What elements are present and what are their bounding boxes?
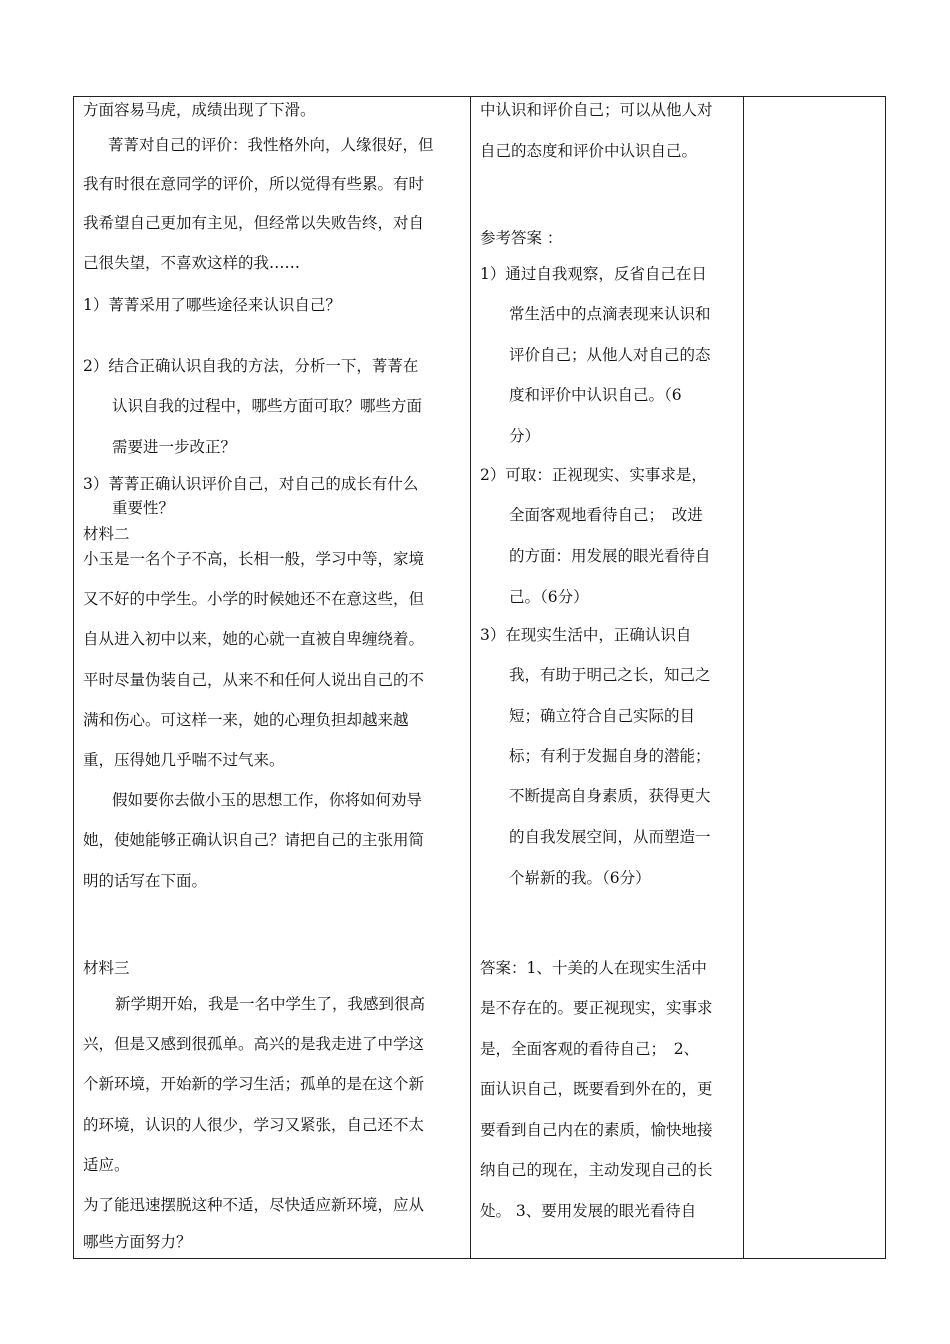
text-line: 的方面：用发展的眼光看待自 [509, 547, 711, 565]
text-line: 我，有助于明己之长，知己之 [509, 666, 711, 684]
text-line: 我希望自己更加有主见，但经常以失败告终，对自 [83, 214, 425, 232]
text-line: 全面客观地看待自己； 改进 [509, 506, 703, 524]
text-line: 是，全面客观的看待自己； 2、 [480, 1040, 700, 1058]
question-2: 2）结合正确认识自我的方法，分析一下，菁菁在 [83, 357, 419, 375]
section-heading-material-3: 材料三 [83, 959, 130, 977]
text-line: 己很失望，不喜欢这样的我…… [83, 254, 301, 272]
text-line: 个新环境，开始新的学习生活；孤单的是在这个新 [83, 1075, 425, 1093]
text-line: 面认识自己，既要看到外在的，更 [480, 1080, 713, 1098]
text-line: 个崭新的我。（6分） [509, 869, 651, 887]
answer-2: 2）可取：正视现实、实事求是， [480, 466, 707, 484]
text-line: 我有时很在意同学的评价，所以觉得有些累。有时 [83, 175, 425, 193]
section-heading-material-2: 材料二 [83, 525, 130, 543]
text-line: 假如要你去做小玉的思想工作，你将如何劝导 [112, 791, 423, 809]
question-1: 1）菁菁采用了哪些途径来认识自己？ [83, 296, 341, 314]
column-divider-1 [470, 97, 471, 1258]
text-line: 方面容易马虎，成绩出现了下滑。 [83, 101, 316, 119]
text-line: 处。 3、要用发展的眼光看待自 [480, 1202, 697, 1220]
text-line: 标；有利于发掘自身的潜能； [509, 747, 711, 765]
text-line: 需要进一步改正？ [112, 438, 237, 456]
text-line: 平时尽量伪装自己，从来不和任何人说出自己的不 [83, 671, 425, 689]
text-line: 己。（6分） [509, 588, 589, 606]
text-line: 的自我发展空间，从而塑造一 [509, 828, 711, 846]
question-3: 3）菁菁正确认识评价自己，对自己的成长有什么 [83, 475, 419, 493]
text-line: 常生活中的点滴表现来认识和 [509, 305, 711, 323]
text-line: 菁菁对自己的评价：我性格外向，人缘很好，但 [108, 136, 434, 154]
text-line: 自从进入初中以来，她的心就一直被自卑缠绕着。 [83, 630, 425, 648]
text-line: 评价自己；从他人对自己的态 [509, 346, 711, 364]
text-line: 为了能迅速摆脱这种不适，尽快适应新环境，应从 [83, 1196, 425, 1214]
text-line: 重要性？ [112, 499, 175, 517]
text-line: 哪些方面努力？ [83, 1233, 192, 1251]
text-line: 她，使她能够正确认识自己？请把自己的主张用简 [83, 831, 425, 849]
answer-heading: 参考答案 ： [480, 229, 563, 247]
text-line: 要看到自己内在的素质，愉快地接 [480, 1121, 713, 1139]
text-line: 满和伤心。可这样一来，她的心理负担却越来越 [83, 711, 409, 729]
text-line: 度和评价中认识自己。（6 [509, 386, 682, 404]
text-line: 中认识和评价自己；可以从他人对 [480, 101, 713, 119]
text-line: 纳自己的现在，主动发现自己的长 [480, 1161, 713, 1179]
text-line: 新学期开始，我是一名中学生了，我感到很高 [115, 995, 426, 1013]
text-line: 明的话写在下面。 [83, 872, 208, 890]
text-line: 是不存在的。要正视现实，实事求 [480, 999, 713, 1017]
text-line: 短；确立符合自己实际的目 [509, 707, 696, 725]
text-line: 自己的态度和评价中认识自己。 [480, 142, 698, 160]
text-line: 不断提高自身素质，获得更大 [509, 787, 711, 805]
text-line: 兴，但是又感到很孤单。高兴的是我走进了中学这 [83, 1035, 425, 1053]
text-line: 分） [509, 427, 541, 445]
answer-1: 1）通过自我观察，反省自己在日 [480, 265, 707, 283]
answer-3: 3）在现实生活中，正确认识自 [480, 626, 692, 644]
answer-material-3: 答案：1、十美的人在现实生活中 [480, 959, 707, 977]
column-divider-2 [743, 97, 744, 1258]
text-line: 又不好的中学生。小学的时候她还不在意这些，但 [83, 590, 425, 608]
text-line: 的环境，认识的人很少，学习又紧张，自己还不太 [83, 1116, 425, 1134]
text-line: 重，压得她几乎喘不过气来。 [83, 751, 285, 769]
text-line: 小玉是一名个子不高，长相一般，学习中等，家境 [83, 550, 425, 568]
text-line: 适应。 [83, 1156, 130, 1174]
text-line: 认识自我的过程中，哪些方面可取？哪些方面 [112, 397, 423, 415]
